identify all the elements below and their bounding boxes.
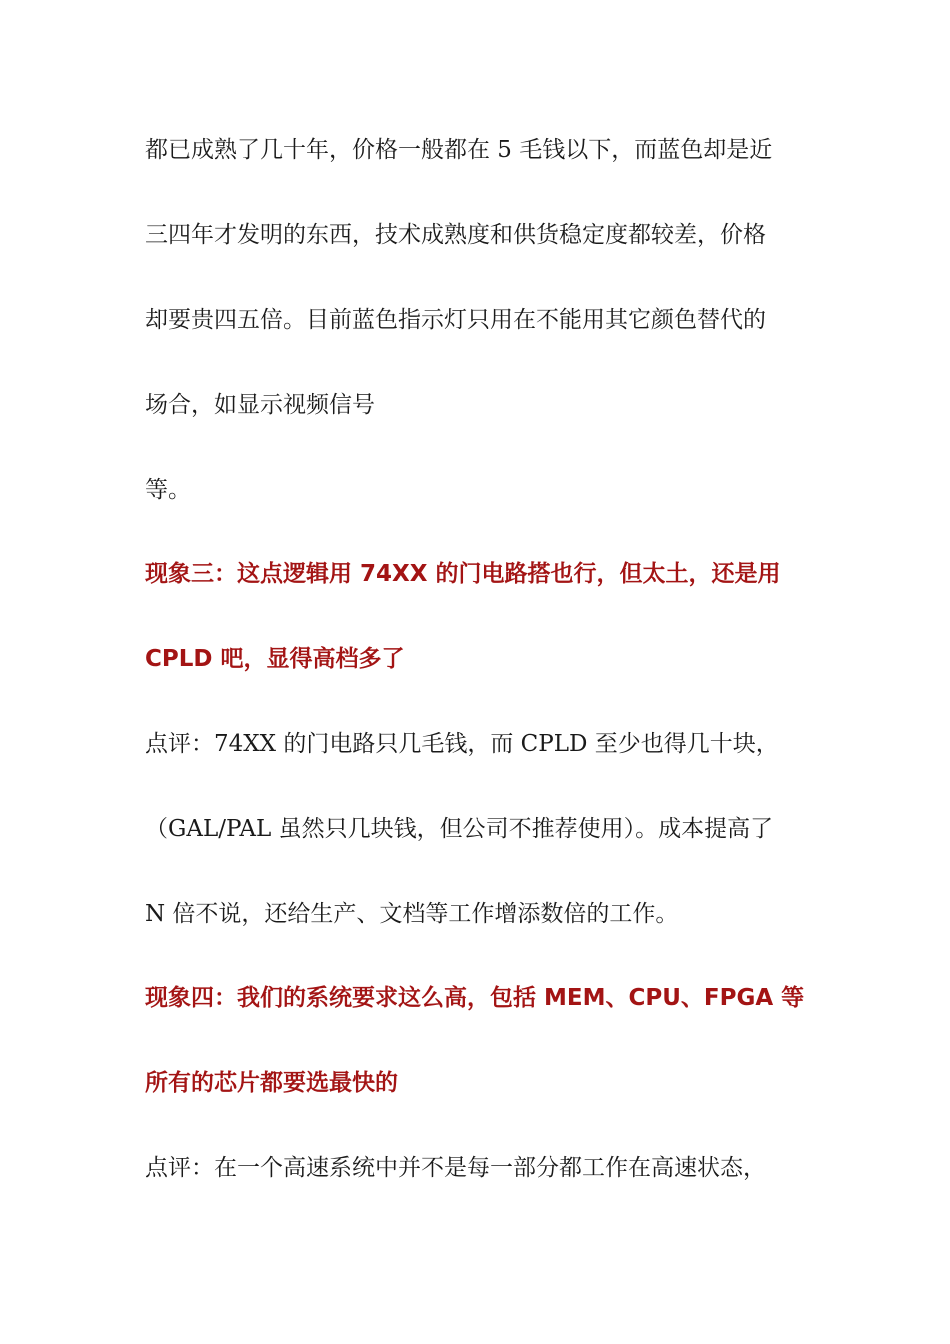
section-heading: CPLD 吧，显得高档多了 [145, 646, 405, 672]
text-line: （GAL/PAL 虽然只几块钱，但公司不推荐使用）。成本提高了 [145, 816, 774, 842]
text-line: 都已成熟了几十年，价格一般都在 5 毛钱以下，而蓝色却是近 [145, 137, 773, 163]
section-heading: 所有的芯片都要选最快的 [145, 1070, 398, 1096]
text-line: 点评：74XX 的门电路只几毛钱，而 CPLD 至少也得几十块， [145, 731, 779, 757]
text-line: 等。 [145, 477, 191, 503]
text-line: 场合，如显示视频信号 [145, 392, 375, 418]
text-line: N 倍不说，还给生产、文档等工作增添数倍的工作。 [145, 901, 679, 927]
text-line: 点评：在一个高速系统中并不是每一部分都工作在高速状态， [145, 1155, 766, 1181]
section-heading: 现象三：这点逻辑用 74XX 的门电路搭也行，但太土，还是用 [145, 561, 781, 587]
text-line: 三四年才发明的东西，技术成熟度和供货稳定度都较差，价格 [145, 222, 766, 248]
text-line: 却要贵四五倍。目前蓝色指示灯只用在不能用其它颜色替代的 [145, 307, 766, 333]
section-heading: 现象四：我们的系统要求这么高，包括 MEM、CPU、FPGA 等 [145, 985, 805, 1011]
